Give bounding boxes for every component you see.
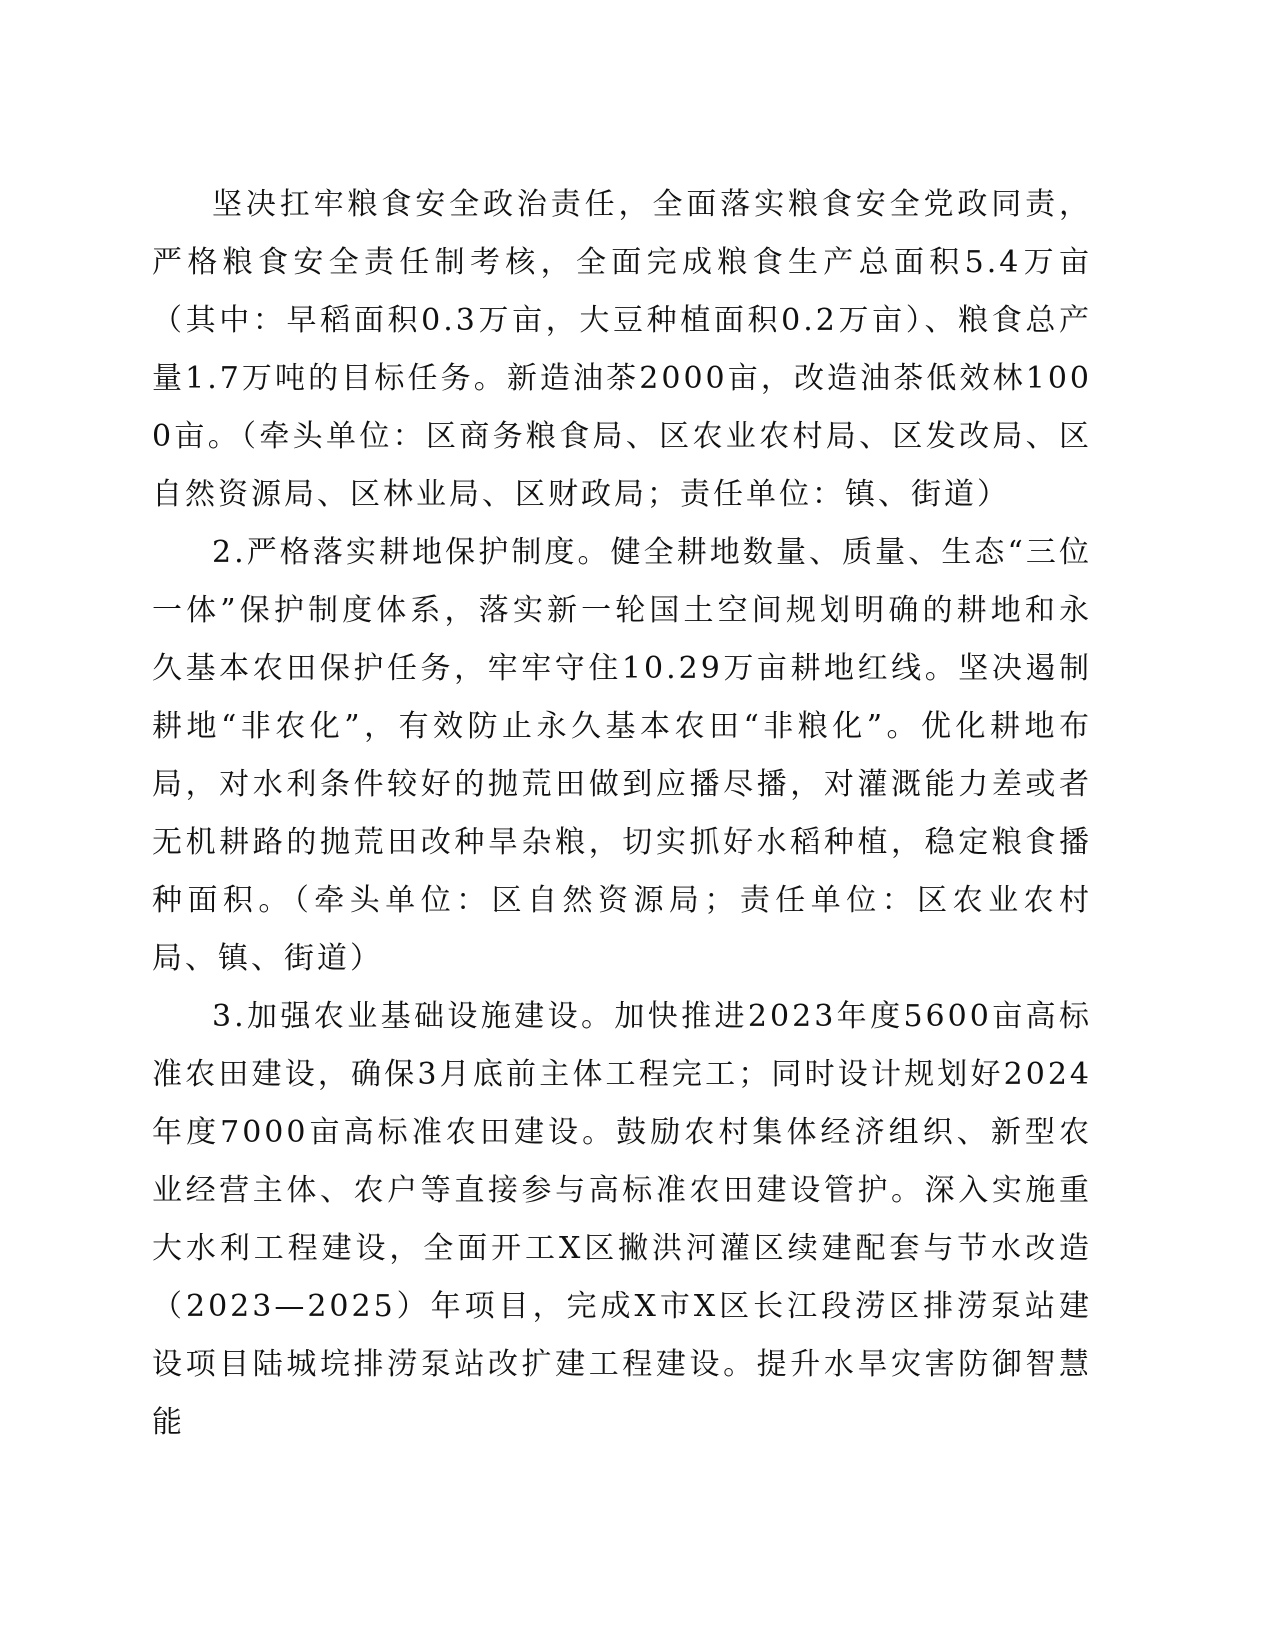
paragraph-grain-security: 坚决扛牢粮食安全政治责任，全面落实粮食安全党政同责，严格粮食安全责任制考核，全面完成粮食生产总面积5.4万亩（其中：早稻面积0.3万亩，大豆种植面积0.2万亩）、粮食总产量1.7万吨的目标任务。新造油茶2000亩，改造油茶低效林1000亩。（牵头单位：区商务粮食局、区农业农村局、区发改局、区自然资源局、区林业局、区财政局；责任单位：镇、街道）	[152, 187, 1092, 512]
paragraph-infrastructure: 3.加强农业基础设施建设。加快推进2023年度5600亩高标准农田建设，确保3月底前主体工程完工；同时设计规划好2024年度7000亩高标准农田建设。鼓励农村集体经济组织、新型农业经营主体、农户等直接参与高标准农田建设管护。深入实施重大水利工程建设，全面开工X区撇洪河灌区续建配套与节水改造（2023—2025）年项目，完成X市X区长江段涝区排涝泵站建设项目陆城垸排涝泵站改扩建工程建设。提升水旱灾害防御智慧能	[152, 999, 1092, 1440]
paragraph-farmland-protection: 2.严格落实耕地保护制度。健全耕地数量、质量、生态“三位一体”保护制度体系，落实新一轮国土空间规划明确的耕地和永久基本农田保护任务，牢牢守住10.29万亩耕地红线。坚决遏制耕地“非农化”，有效防止永久基本农田“非粮化”。优化耕地布局，对水利条件较好的抛荒田做到应播尽播，对灌溉能力差或者无机耕路的抛荒田改种旱杂粮，切实抓好水稻种植，稳定粮食播种面积。（牵头单位：区自然资源局；责任单位：区农业农村局、镇、街道）	[152, 535, 1092, 976]
document-body	[152, 176, 1092, 1452]
